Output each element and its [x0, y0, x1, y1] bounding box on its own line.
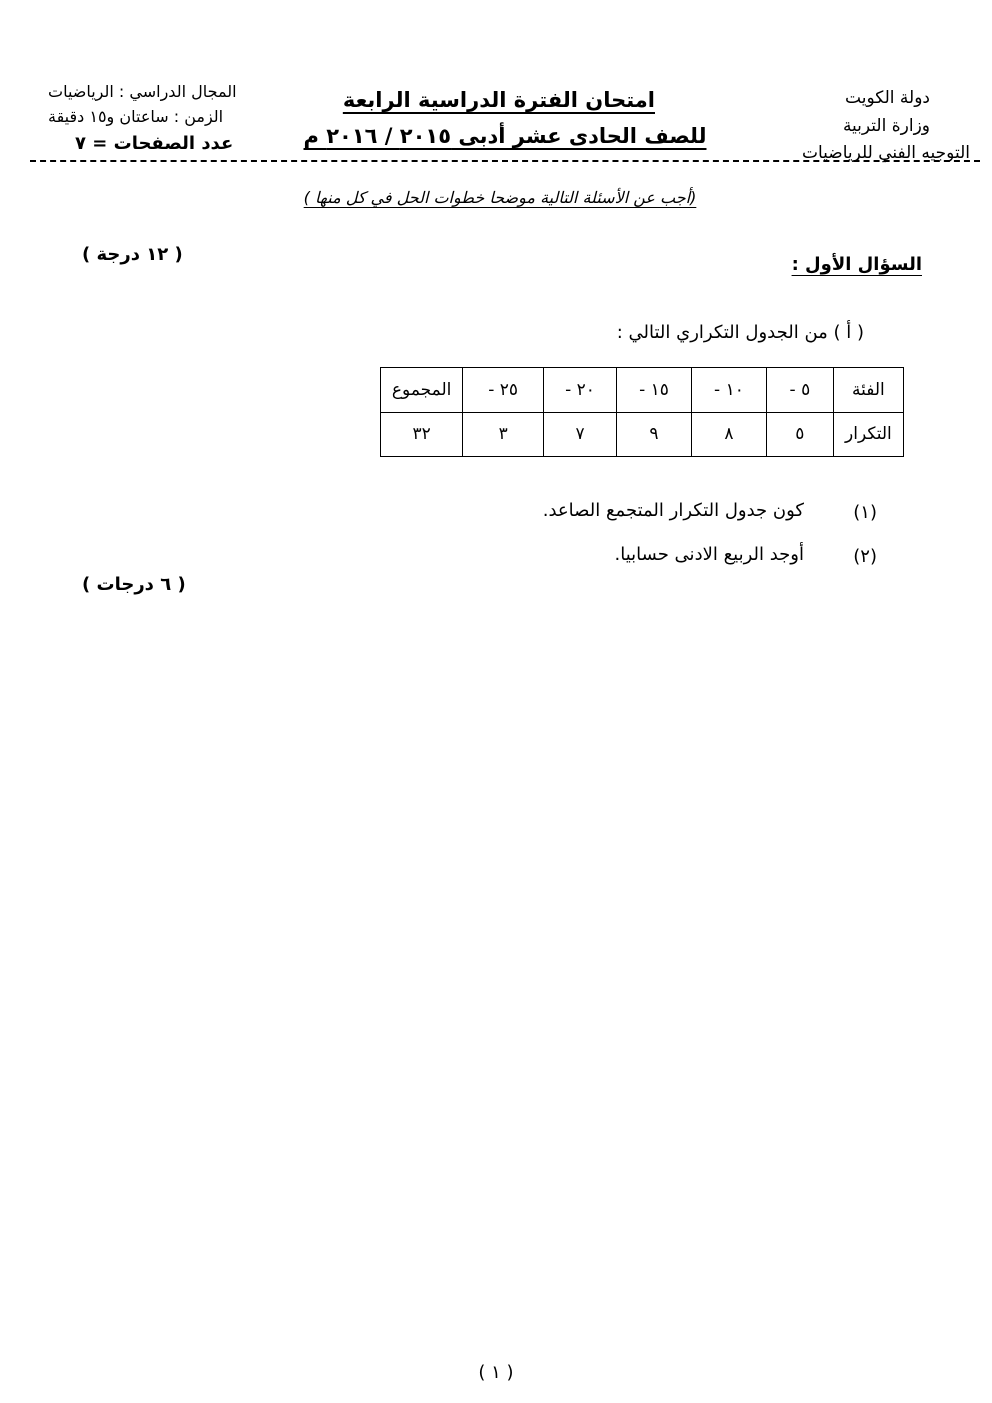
part-a-label: ( أ ) من الجدول التكراري التالي :: [616, 322, 864, 343]
table-cell: ٣: [463, 412, 544, 457]
table-row: [381, 412, 904, 457]
exam-title: امتحان الفترة الدراسية الرابعة: [342, 88, 655, 112]
table-cell: ٧: [544, 412, 617, 457]
table-cell: ٥ -: [766, 368, 833, 413]
question1-title: السؤال الأول :: [791, 254, 922, 275]
table-cell: الفئة: [833, 368, 903, 413]
header-time: الزمن : ساعتان و١٥ دقيقة: [48, 107, 224, 126]
table-cell: ٢٥ -: [463, 368, 544, 413]
frequency-table: [380, 367, 904, 457]
table-cell: ١٠ -: [691, 368, 766, 413]
header-department: التوجيه الفني للرياضيات: [801, 143, 970, 163]
table-cell: التكرار: [833, 412, 903, 457]
table-cell: ٢٠ -: [544, 368, 617, 413]
table-cell: ٩: [617, 412, 692, 457]
table-cell: ٨: [691, 412, 766, 457]
table-cell: المجموع: [381, 368, 463, 413]
header-country: دولة الكويت: [845, 88, 930, 108]
part-a-marks: ( ٦ درجات ): [82, 574, 186, 595]
table-cell: ١٥ -: [617, 368, 692, 413]
header-ministry: وزارة التربية: [842, 116, 930, 136]
header-subject: المجال الدراسي : الرياضيات: [48, 82, 237, 101]
table-row: [381, 368, 904, 413]
header-page-count: عدد الصفحات = ٧: [75, 133, 234, 154]
exam-subtitle: للصف الحادى عشر أدبى ٢٠١٥ / ٢٠١٦ م: [303, 124, 707, 148]
instructions: (أجب عن الأسئلة التالية موضحا خطوات الحل في كل منها ): [303, 188, 697, 207]
page-number: ( ١ ): [478, 1362, 514, 1383]
item-text: أوجد الربيع الادنى حسابيا.: [614, 544, 804, 565]
item-number: (٢): [853, 546, 877, 567]
table-cell: ٣٢: [381, 412, 463, 457]
header-divider: [30, 160, 980, 162]
question1-marks: ( ١٢ درجة ): [82, 244, 183, 265]
item-text: كون جدول التكرار المتجمع الصاعد.: [542, 500, 804, 521]
item-number: (١): [853, 502, 877, 523]
table-cell: ٥: [766, 412, 833, 457]
